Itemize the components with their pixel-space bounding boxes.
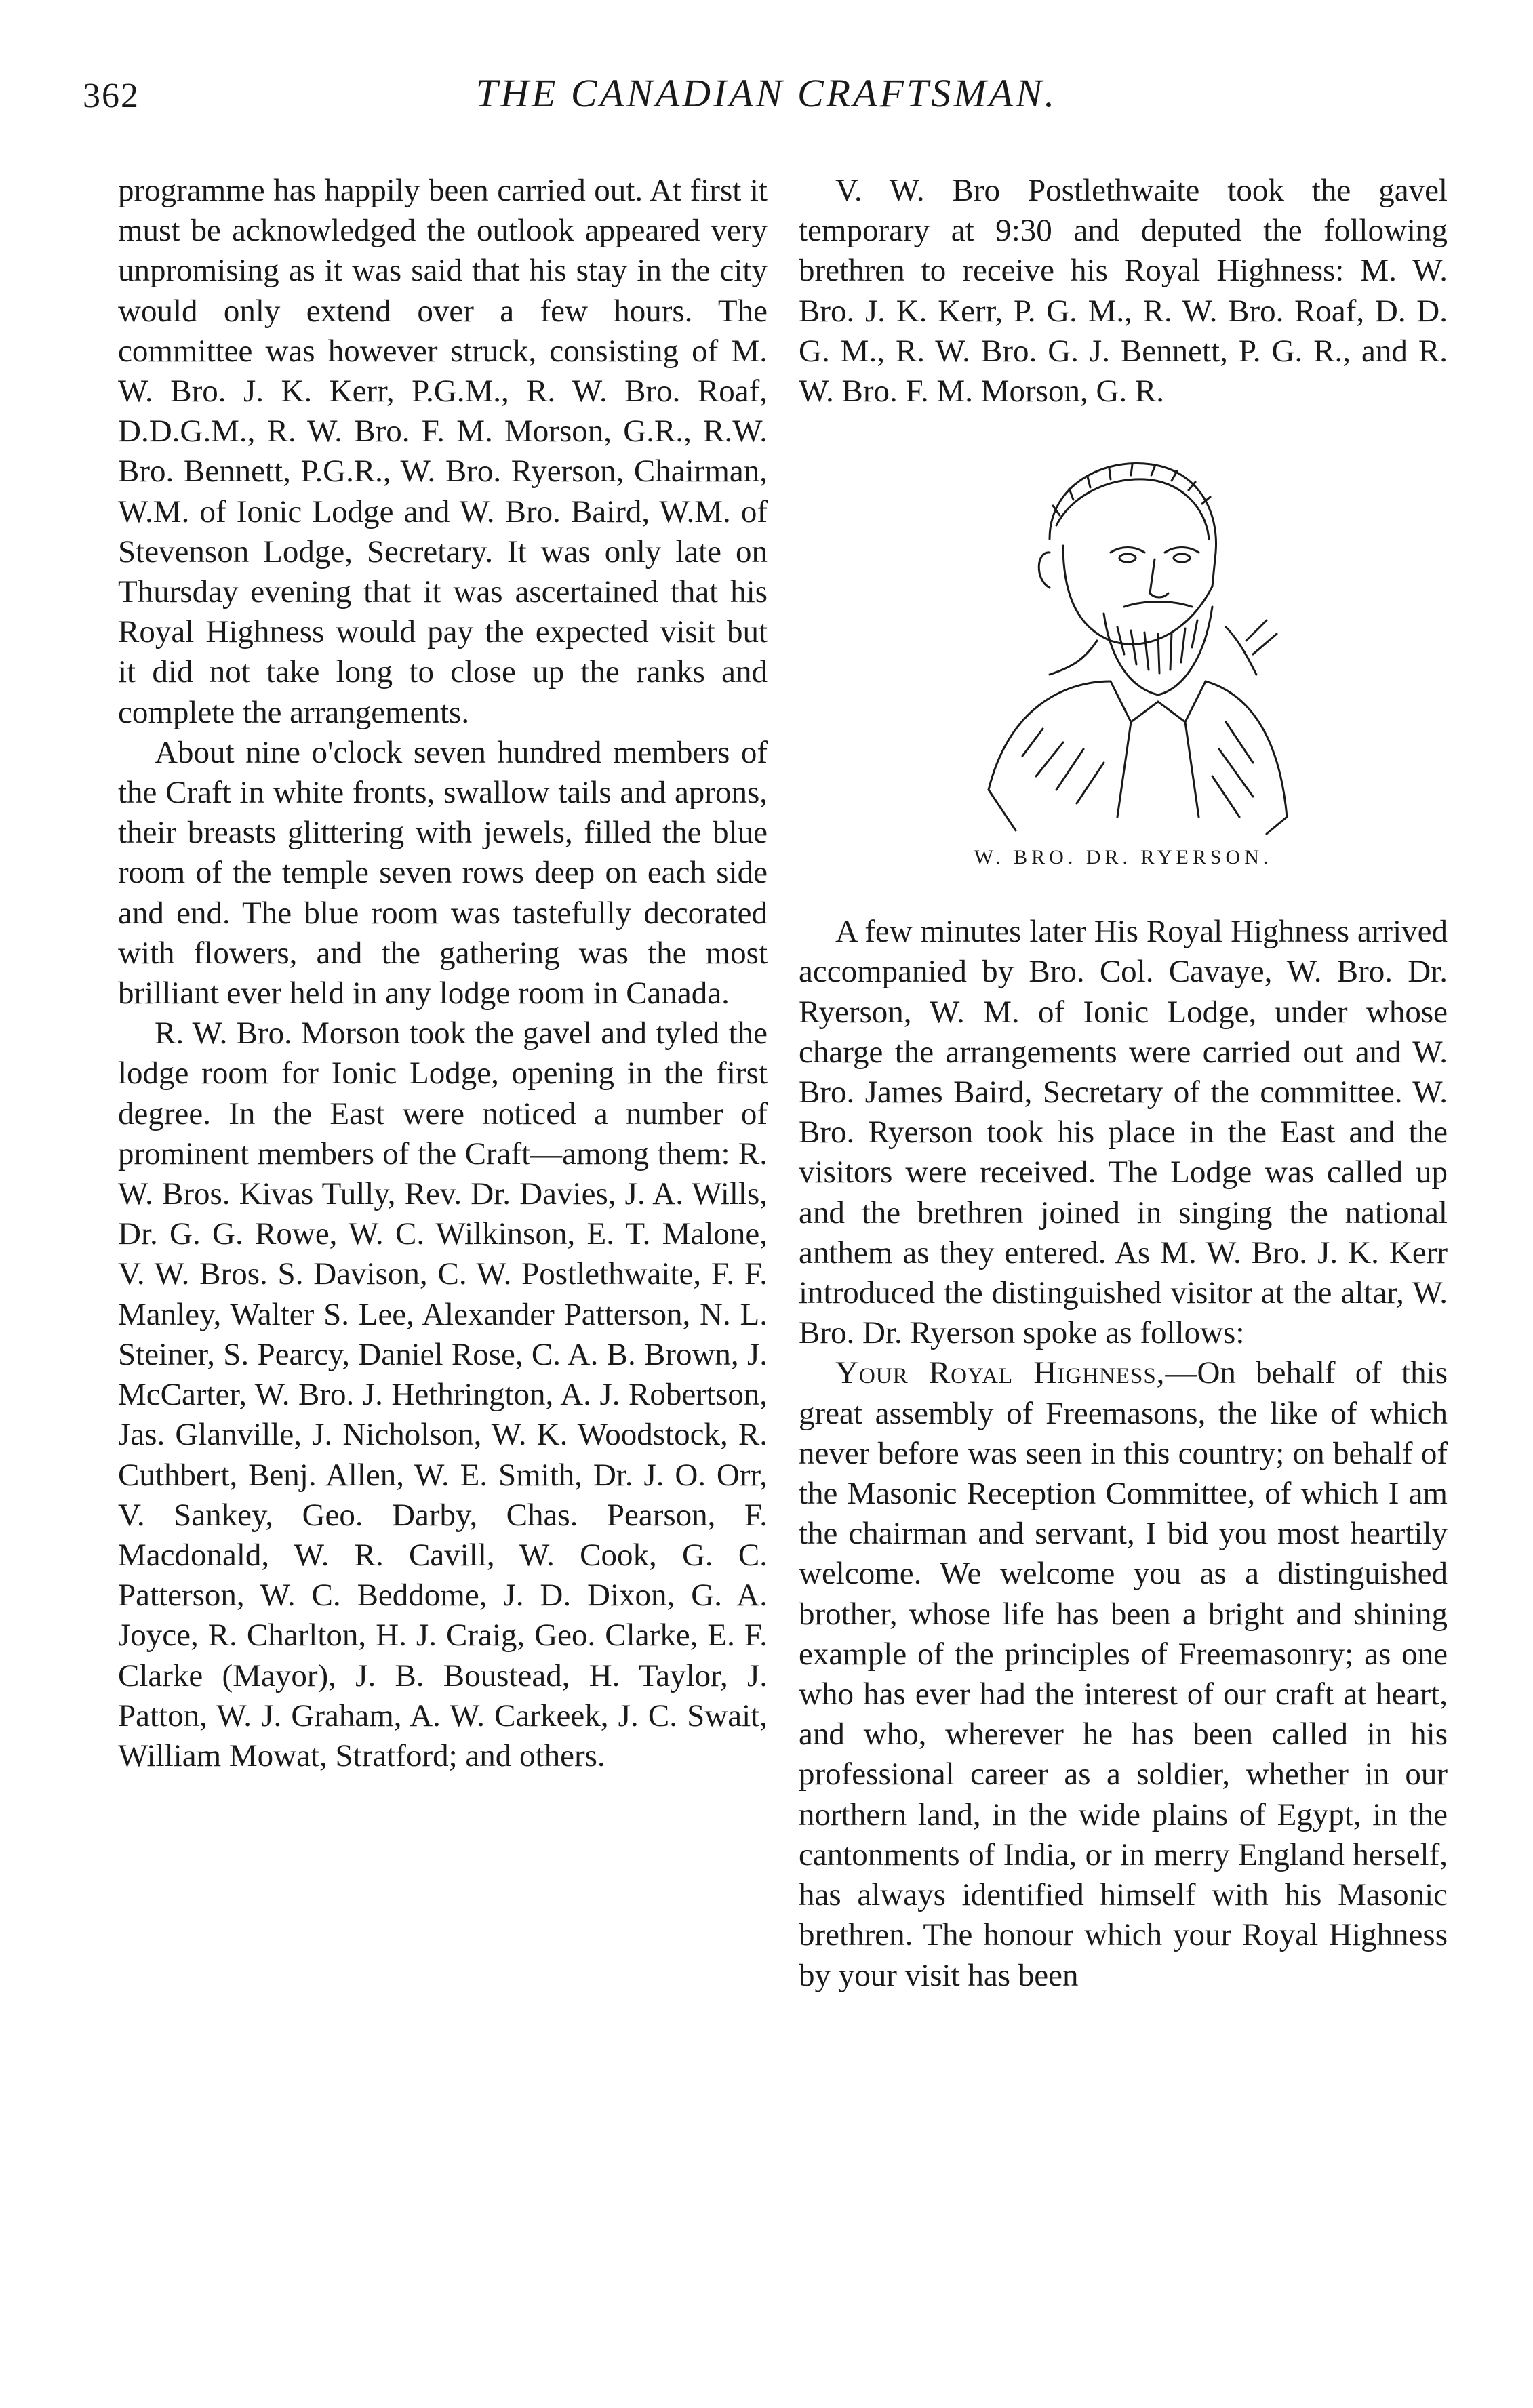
figure bbox=[799, 437, 1448, 912]
left-paragraph-2: About nine o'clock seven hundred members of the Craft in white fronts, swallow tails and aprons, their breasts glittering with jewels, filled the blue room of the temple seven rows deep on each side and end. The blue room was tastefully decorated with flowers, and the gathering was the most brilliant ever held in any lodge room in Canada. bbox=[118, 734, 768, 1011]
right-paragraph-2: A few minutes later His Royal Highness arrived accompanied by Bro. Col. Cavaye, W. Bro. Dr. Ryerson, W. M. of Ionic Lodge, under whose charge the arrangements were carried out and W. Bro. James Baird, Secretary of the committee. W. Bro. Ryerson took his place in the East and the visitors were received. The Lodge was called up and the brethren joined in singing the national anthem as they entered. As M. W. Bro. J. K. Kerr introduced the distinguished visitor at the altar, W. Bro. Dr. Ryerson spoke as follows: bbox=[799, 914, 1448, 1351]
right-paragraph-1: V. W. Bro Postlethwaite took the gavel temporary at 9:30 and deputed the following brethren to receive his Royal Highness: M. W. Bro. J. K. Kerr, P. G. M., R. W. Bro. Roaf, D. D. G. M., R. W. Bro. G. J. Bennett, P. G. R., and R. W. Bro. F. M. Morson, G. R. bbox=[799, 173, 1448, 409]
page-number: 362 bbox=[83, 77, 140, 115]
right-column bbox=[799, 171, 1448, 1996]
figure-caption: W. BRO. DR. RYERSON. bbox=[974, 846, 1273, 869]
address-salutation: Your Royal Highness, bbox=[835, 1355, 1166, 1391]
right-paragraph-3 bbox=[799, 1353, 1448, 1995]
address-body: —On behalf of this great assembly of Freemasons, the like of which never before was seen in this country; on behalf of the Masonic Reception Committee, of which I am the chairman and servant, I bid you most heartily welcome. We welcome you as a distinguished brother, whose life has been a bright and shining example of the principles of Freemasonry; as one who has ever had the interest of our craft at heart, and who, wherever he has been called in his professional career as a soldier, whether in our northern land, in the wide plains of Egypt, in the cantonments of India, or in merry England herself, has always identified himself with his Masonic brethren. The honour which your Royal Highness by your visit has been bbox=[799, 1355, 1448, 1993]
left-column bbox=[118, 171, 768, 1776]
left-paragraph-3: R. W. Bro. Morson took the gavel and tyled the lodge room for Ionic Lodge, opening in the first degree. In the East were noticed a number of prominent members of the Craft—among them: R. W. Bros. Kivas Tully, Rev. Dr. Davies, J. A. Wills, Dr. G. G. Rowe, W. C. Wilkinson, E. T. Malone, V. W. Bros. S. Davison, C. W. Postlethwaite, F. F. Manley, Walter S. Lee, Alexander Patterson, N. L. Steiner, S. Pearcy, Daniel Rose, C. A. B. Brown, J. McCarter, W. Bro. J. Hethrington, A. J. Robertson, Jas. Glanville, J. Nicholson, W. K. Woodstock, R. Cuthbert, Benj. Allen, W. E. Smith, Dr. J. O. Orr, V. Sankey, Geo. Darby, Chas. Pearson, F. Macdonald, W. R. Cavill, W. Cook, G. C. Patterson, W. C. Beddome, J. D. Dixon, G. A. Joyce, R. Charlton, H. J. Craig, Geo. Clarke, E. F. Clarke (Mayor), J. B. Boustead, H. Taylor, J. Patton, W. J. Graham, A. W. Carkeek, J. C. Swait, William Mowat, Stratford; and others. bbox=[118, 1016, 768, 1773]
left-paragraph-1: programme has happily been carried out. At first it must be acknowledged the outlook appeared very unpromising as it was said that his stay in the city would only extend over a few hours. The committee was however struck, consisting of M. W. Bro. J. K. Kerr, P.G.M., R. W. Bro. Roaf, D.D.G.M., R. W. Bro. F. M. Morson, G.R., R.W. Bro. Bennett, P.G.R., W. Bro. Ryerson, Chairman, W.M. of Ionic Lodge and W. Bro. Baird, W.M. of Stevenson Lodge, Secretary. It was only late on Thursday evening that it was ascertained that his Royal Highness would pay the expected visit but it did not take long to close up the ranks and complete the arrangements. bbox=[118, 173, 768, 730]
running-title: THE CANADIAN CRAFTSMAN. bbox=[475, 71, 1058, 115]
portrait-engraving bbox=[948, 437, 1294, 837]
